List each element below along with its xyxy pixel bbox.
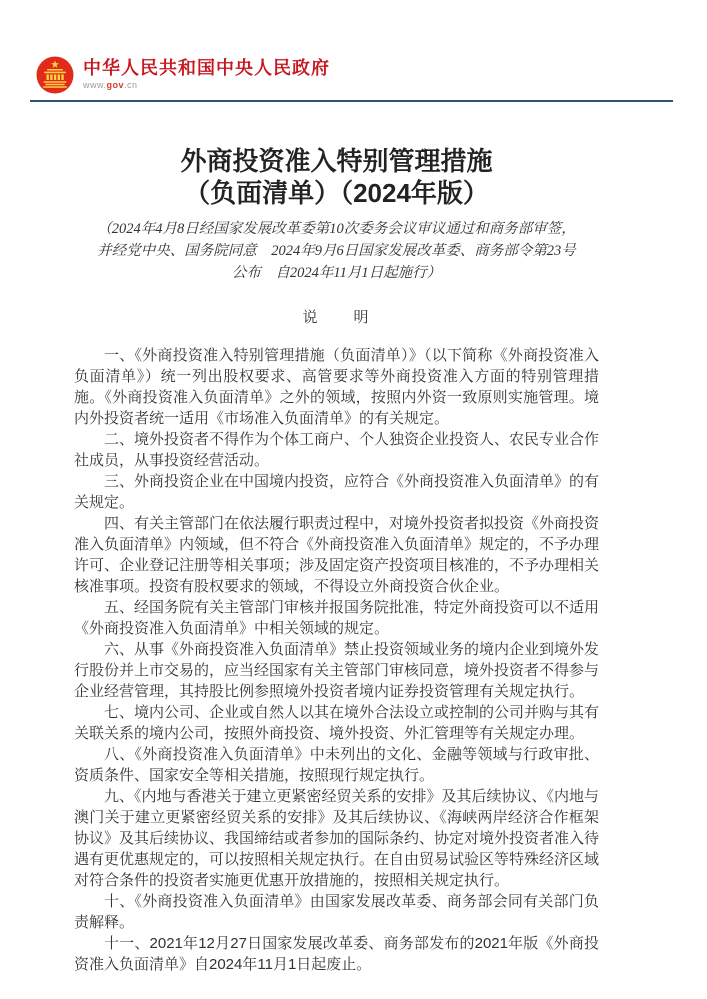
paragraph-5: 五、经国务院有关主管部门审核并报国务院批准，特定外商投资可以不适用《外商投资准入负面清单》中相关领域的规定。 [74, 599, 600, 637]
paragraph-10: 十、《外商投资准入负面清单》由国家发展改革委、商务部会同有关部门负责解释。 [74, 893, 599, 931]
gov-header [0, 0, 707, 100]
url-gov: gov [106, 80, 125, 91]
paragraph-1: 一、《外商投资准入特别管理措施（负面清单）》（以下简称《外商投资准入负面清单》）统一列出股权要求、高管要求等外商投资准入方面的特别管理措施。《外商投资准入负面清单》之外的领域，按照内外资一致原则实施管理。境内外投资者统一适用《市场准入负面清单》的有关规定。 [74, 347, 599, 427]
paragraph-3: 三、外商投资企业在中国境内投资，应符合《外商投资准入负面清单》的有关规定。 [74, 473, 600, 511]
paragraph-2: 二、境外投资者不得作为个体工商户、个人独资企业投资人、农民专业合作社成员，从事投资经营活动。 [74, 431, 600, 469]
document-title-line1: 外商投资准入特别管理措施 [180, 146, 493, 176]
paragraph-list [74, 345, 599, 975]
url-prefix: www. [83, 80, 107, 91]
document-content [0, 102, 707, 975]
paragraph-8: 八、《外商投资准入负面清单》中未列出的文化、金融等领域与行政审批、资质条件、国家安全等相关措施，按照现行规定执行。 [74, 746, 599, 784]
site-url [83, 81, 330, 91]
document-title-line2: （负面清单）（2024年版） [184, 178, 489, 208]
paragraph-7: 七、境内公司、企业或自然人以其在境外合法设立或控制的公司并购与其有关联关系的境内公司，按照外商投资、境外投资、外汇管理等有关规定办理。 [74, 704, 600, 742]
gov-logo-link[interactable] [36, 56, 330, 94]
paragraph-4: 四、有关主管部门在依法履行职责过程中，对境外投资者拟投资《外商投资准入负面清单》内领域，但不符合《外商投资准入负面清单》规定的，不予办理许可、企业登记注册等相关事项；涉及固定资产投资项目核准的，不予办理相关核准事项。投资有股权要求的领域，不得设立外商投资合伙企业。 [74, 515, 600, 595]
site-name: 中华人民共和国中央人民政府 [83, 57, 330, 78]
url-suffix: .cn [124, 80, 138, 91]
paragraph-9: 九、《内地与香港关于建立更紧密经贸关系的安排》及其后续协议、《内地与澳门关于建立更紧密经贸关系的安排》及其后续协议、《海峡两岸经济合作框架协议》及其后续协议、我国缔结或者参加的国际条约、协定对境外投资者准入待遇有更优惠规定的，可以按照相关规定执行。在自由贸易试验区等特殊经济区域对符合条件的投资者实施更优惠开放措施的，按照相关规定执行。 [74, 788, 600, 889]
promulgation-note: （2024年4月8日经国家发展改革委第10次委务会议审议通过和商务部审签，并经党中央、国务院同意 2024年9月6日国家发展改革委、商务部令第23号公布 自2024年11月1日起施行） [97, 221, 576, 281]
paragraph-6: 六、从事《外商投资准入负面清单》禁止投资领域业务的境内企业到境外发行股份并上市交易的，应当经国家有关主管部门审核同意，境外投资者不得参与企业经营管理，其持股比例参照境外投资者境内证券投资管理有关规定执行。 [74, 641, 600, 700]
national-emblem-icon [36, 56, 74, 94]
section-heading: 说 明 [302, 309, 371, 326]
paragraph-11: 十一、2021年12月27日国家发展改革委、商务部发布的2021年版《外商投资准入负面清单》自2024年11月1日起废止。 [74, 935, 599, 973]
header-text [83, 59, 330, 92]
